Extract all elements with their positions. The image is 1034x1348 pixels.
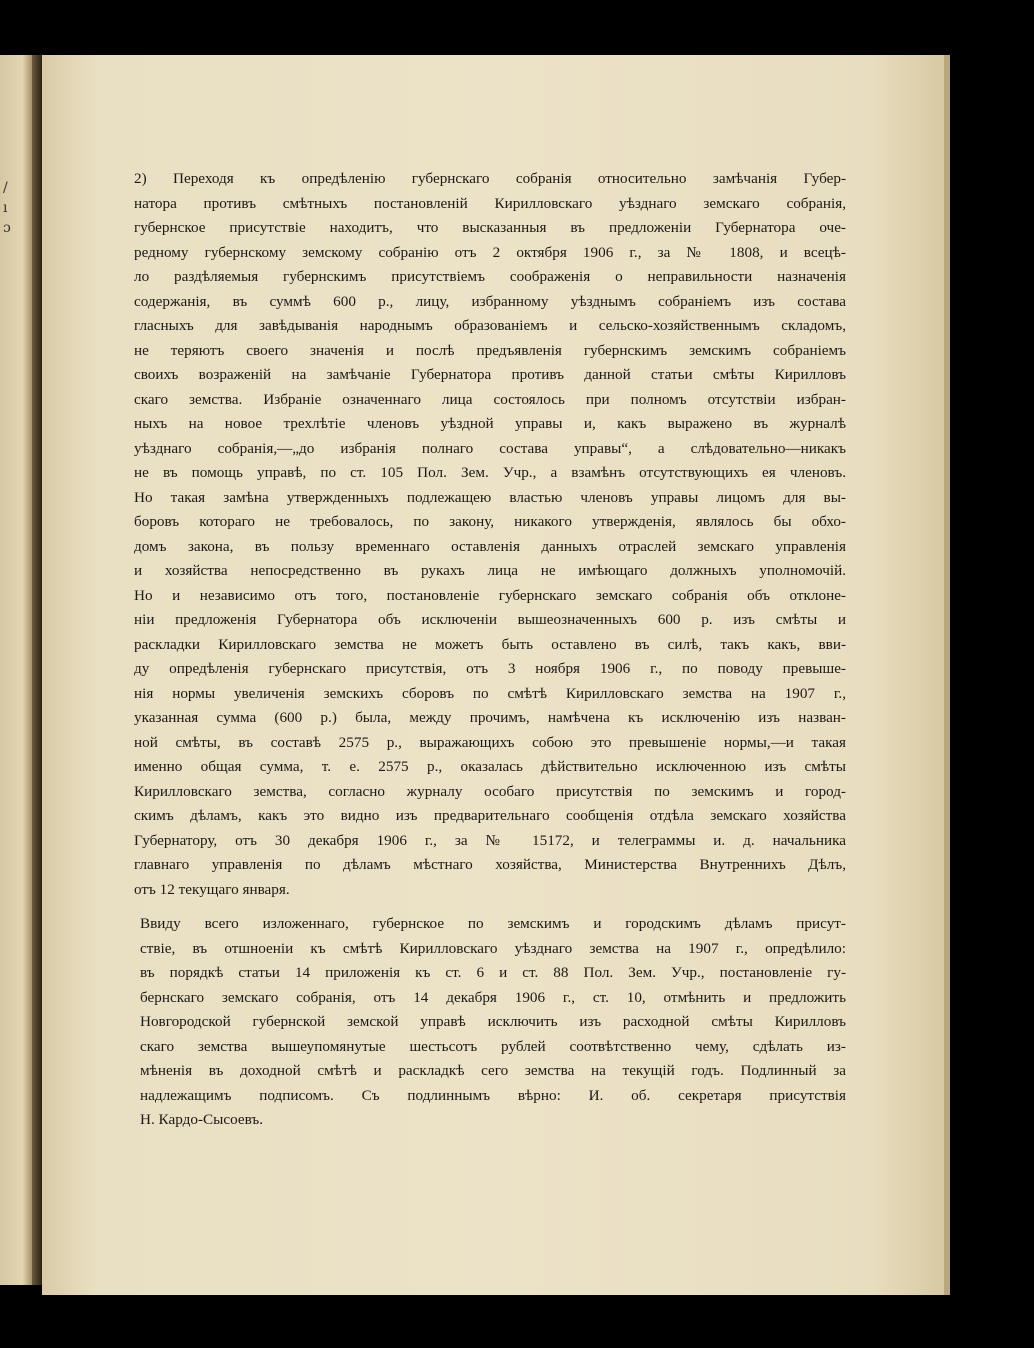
book-gutter: [32, 55, 42, 1285]
text-line: Но такая замѣна утвержденныхъ подлежащею властью членовъ управы лицомъ для вы-: [134, 488, 846, 506]
text-line: ныхъ на новое трехлѣтіе членовъ уѣздной управы и, какъ выражено въ журналѣ: [134, 415, 846, 432]
text-line: своихъ возраженій на замѣчаніе Губернатора противъ данной статьи смѣты Кирилловъ: [134, 366, 846, 383]
page-edge: [944, 55, 950, 1295]
text-line: отъ 12 текущаго января.: [134, 880, 290, 898]
left-page-edge: [0, 55, 32, 1285]
text-line: скаго земства вышеупомянутые шестьсотъ рублей соотвѣтственно чему, сдѣлать из-: [140, 1037, 846, 1055]
text-line: боровъ котораго не требовалось, по закону, никакого утвержденія, являлось бы обхо-: [134, 513, 846, 530]
text-line: именно общая сумма, т. е. 2575 р., оказалась дѣйствительно исключенною изъ смѣты: [134, 758, 846, 775]
text-line: гласныхъ для завѣдыванія народнымъ образованіемъ и сельско-хозяйственнымъ складомъ,: [134, 317, 846, 334]
text-line: 2) Переходя къ опредѣленію губернскаго собранія относительно замѣчанія Губер-: [134, 170, 846, 187]
text-line: редному губернскому земскому собранію отъ 2 октября 1906 г., за № 1808, и всецѣ-: [134, 243, 846, 261]
text-line: губернское присутствіе находитъ, что высказанныя въ предложеніи Губернатора оче-: [134, 219, 846, 236]
paragraph-1: [104, 167, 846, 902]
text-line: не въ помощь управѣ, по ст. 105 Пол. Зем. Учр., а взамѣнъ отсутствующихъ ея членовъ.: [134, 464, 846, 481]
document-body: [104, 167, 846, 1133]
text-line: нія нормы увеличенія земскихъ сборовъ по смѣтѣ Кирилловскаго земства на 1907 г.,: [134, 684, 846, 702]
left-page-mark: ı: [3, 200, 8, 216]
text-line: скимъ дѣламъ, какъ это видно изъ предварительнаго сообщенія отдѣла земскаго хозяйства: [134, 807, 846, 824]
text-line: домъ закона, въ пользу временнаго оставленія данныхъ отраслей земскаго управленія: [134, 537, 846, 555]
text-line: Кирилловскаго земства, согласно журналу особаго присутствія по земскимъ и город-: [134, 782, 846, 800]
text-line: Губернатору, отъ 30 декабря 1906 г., за № 15172, и телеграммы и. д. начальника: [134, 831, 846, 849]
text-line: содержанія, въ суммѣ 600 р., лицу, избранному уѣзднымъ собраніемъ изъ состава: [134, 292, 846, 310]
text-line: главнаго управленія по дѣламъ мѣстнаго хозяйства, Министерства Внутреннихъ Дѣлъ,: [134, 856, 846, 873]
paragraph-2: [104, 912, 846, 1133]
text-line: ствіе, въ отшноеніи къ смѣтѣ Кирилловскаго уѣзднаго земства на 1907 г., опредѣлило:: [140, 939, 846, 957]
text-line: въ порядкѣ статьи 14 приложенія къ ст. 6 и ст. 88 Пол. Зем. Учр., постановленіе гу-: [140, 964, 846, 981]
text-line: указанная сумма (600 р.) была, между прочимъ, намѣчена къ исключенію изъ назван-: [134, 709, 846, 726]
text-line: скаго земства. Избраніе означеннаго лица состоялось при полномъ отсутствіи избран-: [134, 390, 846, 408]
text-line: ло раздѣляемыя губернскимъ присутствіемъ соображенія о неправильности назначенія: [134, 268, 846, 285]
text-line: Н. Кардо-Сысоевъ.: [140, 1111, 264, 1128]
text-line: надлежащимъ подписомъ. Съ подлиннымъ вѣрно: И. об. секретаря присутствія: [140, 1086, 846, 1104]
text-line: уѣзднаго собранія,—„до избранія полнаго состава управы“, а слѣдовательно—никакъ: [134, 439, 846, 457]
text-line: и хозяйства непосредственно въ рукахъ лица не имѣющаго должныхъ уполномочій.: [134, 562, 846, 579]
text-line: Но и независимо отъ того, постановленіе губернскаго земскаго собранія объ отклоне-: [134, 586, 846, 604]
text-line: ду опредѣленія губернскаго присутствія, отъ 3 ноября 1906 г., по поводу превыше-: [134, 660, 846, 677]
text-line: Ввиду всего изложеннаго, губернское по земскимъ и городскимъ дѣламъ присут-: [140, 915, 846, 932]
text-line: натора противъ смѣтныхъ постановленій Кирилловскаго уѣзднаго земскаго собранія,: [134, 194, 846, 212]
scanned-page: [42, 55, 944, 1295]
text-line: Новгородской губернской земской управѣ исключить изъ расходной смѣты Кирилловъ: [140, 1013, 846, 1030]
text-line: раскладки Кирилловскаго земства не можетъ быть оставлено въ силѣ, такъ какъ, вви-: [134, 635, 846, 653]
text-line: бернскаго земскаго собранія, отъ 14 декабря 1906 г., ст. 10, отмѣнить и предложить: [140, 988, 846, 1006]
text-line: мѣненія въ доходной смѣтѣ и раскладкѣ сего земства на текущій годъ. Подлинный за: [140, 1062, 846, 1079]
left-page-mark: /: [3, 180, 8, 196]
text-line: не теряютъ своего значенія и послѣ предъявленія губернскимъ земскимъ собраніемъ: [134, 341, 846, 359]
left-page-mark: ɔ: [3, 220, 11, 236]
text-line: ніи предложенія Губернатора объ исключеніи вышеозначенныхъ 600 р. изъ смѣты и: [134, 611, 846, 628]
text-line: ной смѣты, въ составѣ 2575 р., выражающихъ собою это превышеніе нормы,—и такая: [134, 733, 846, 751]
